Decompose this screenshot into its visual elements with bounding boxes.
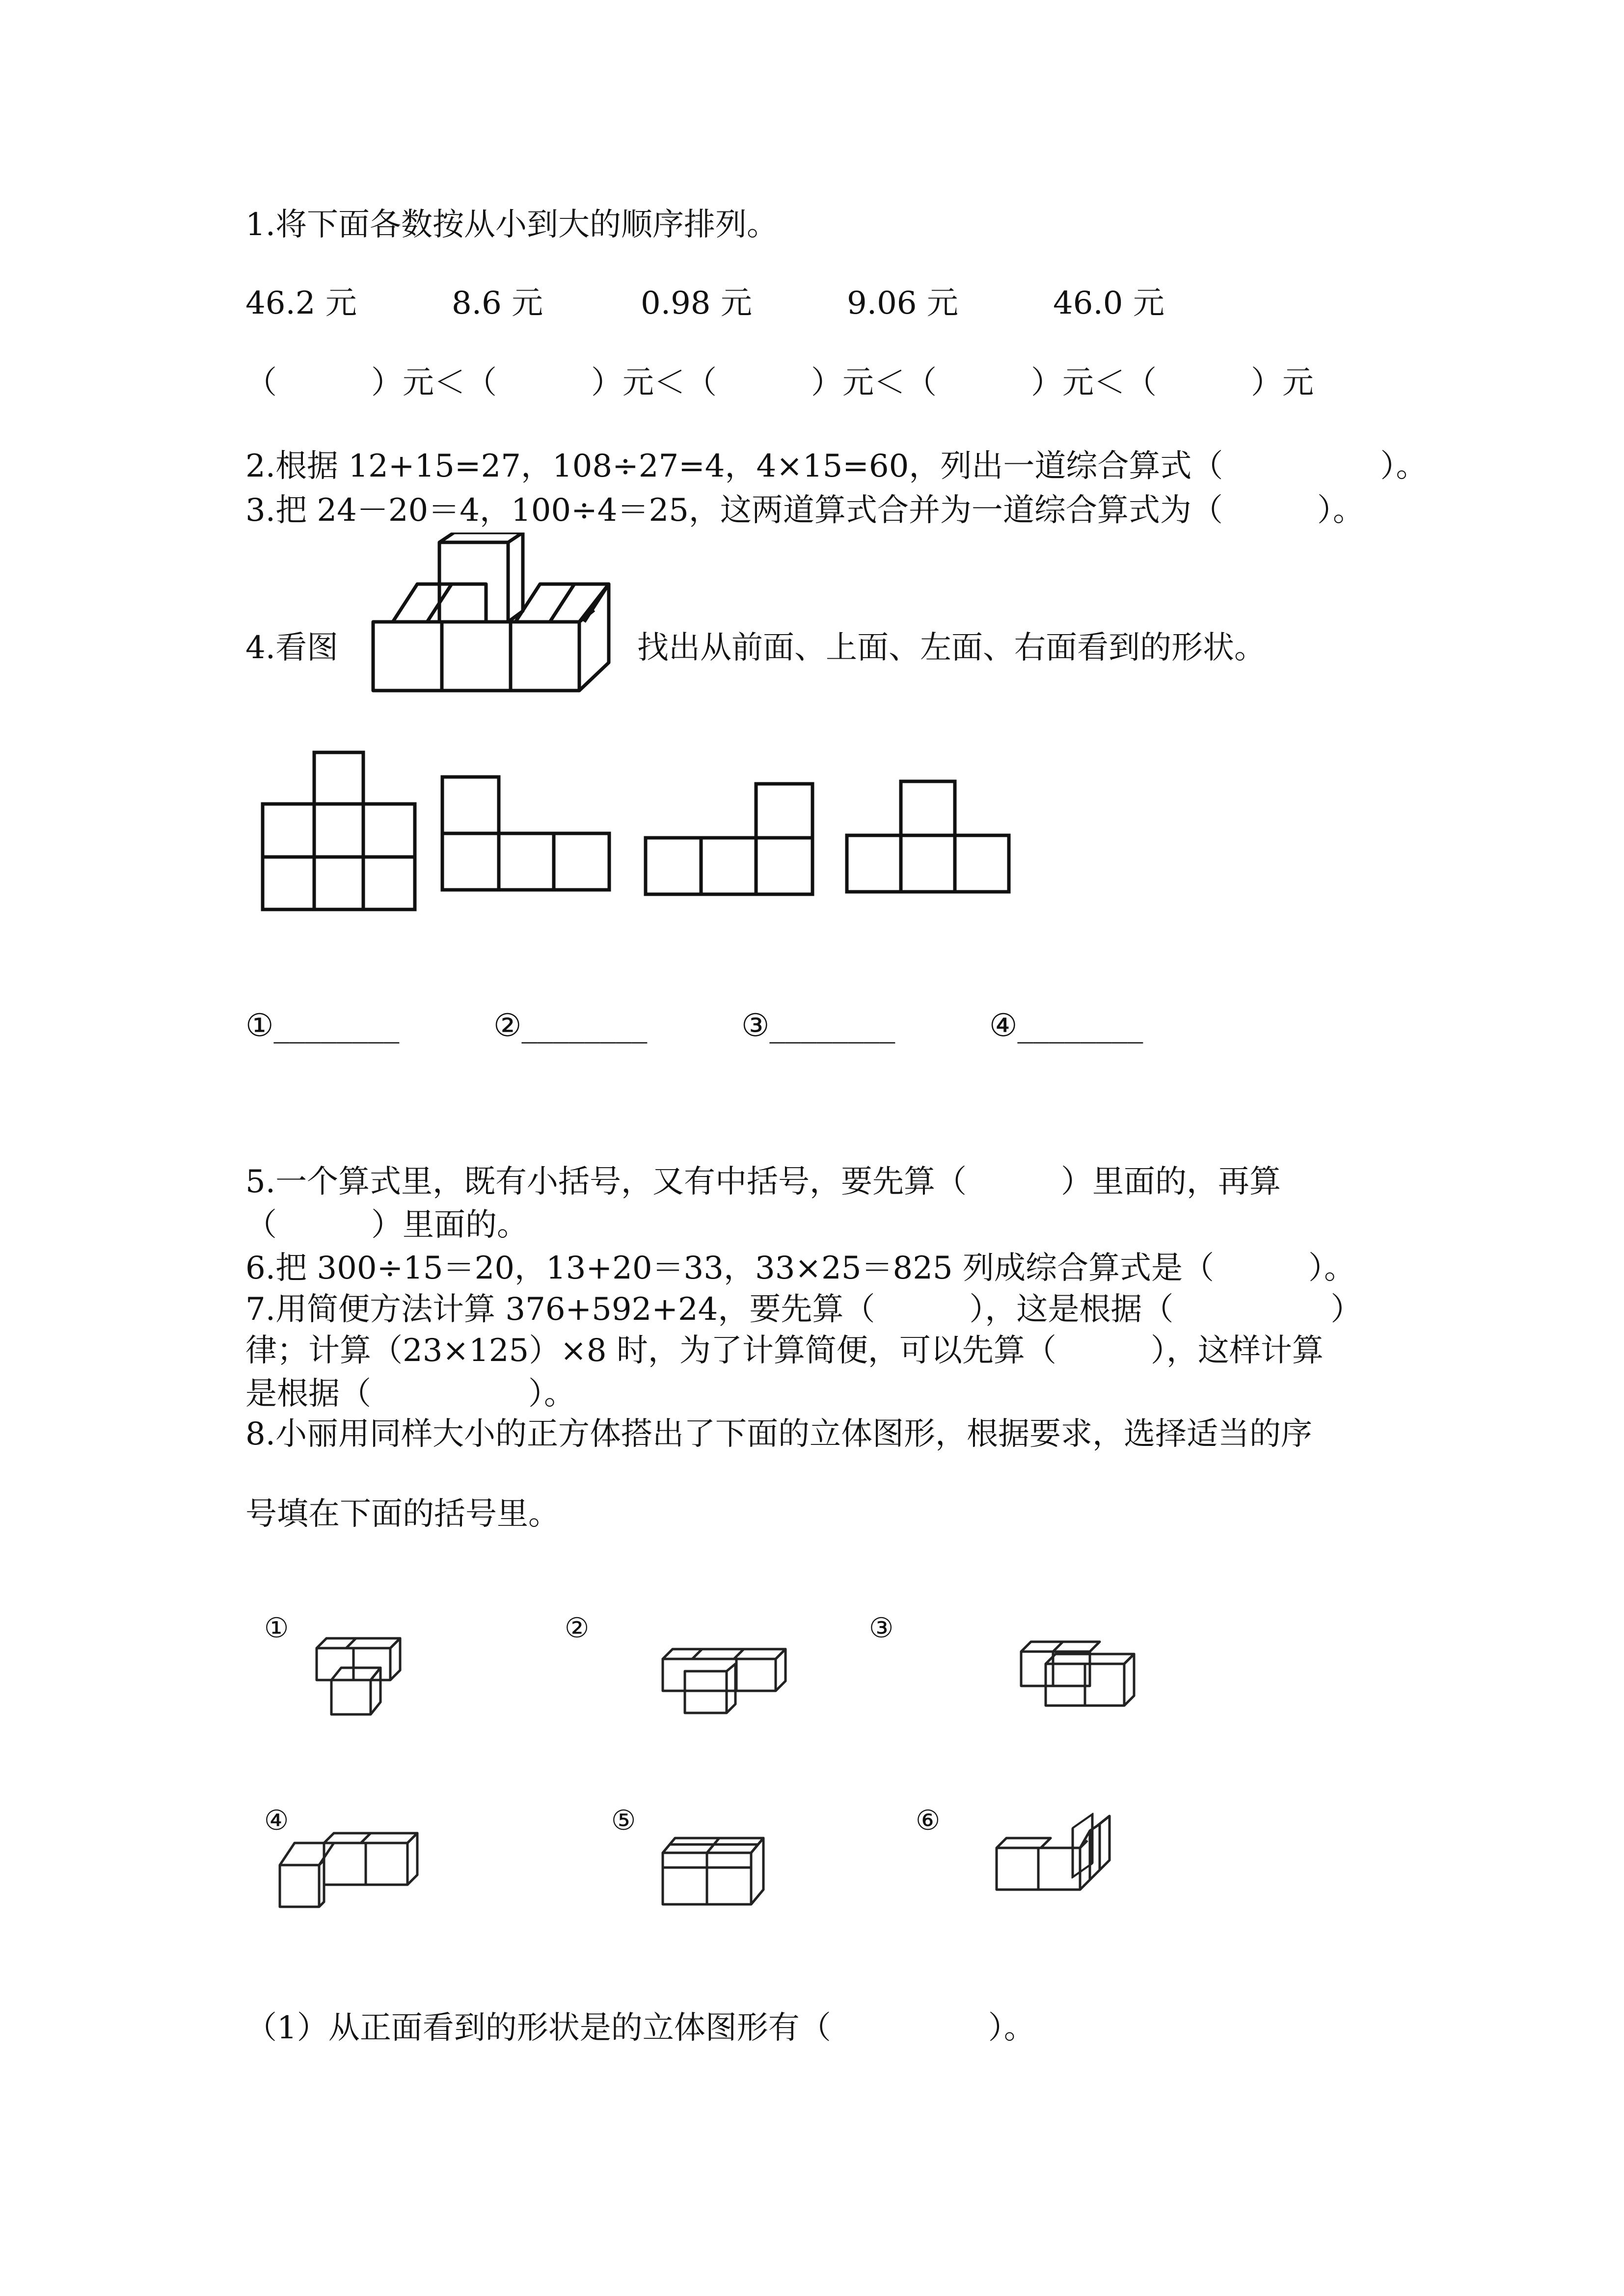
q8-sub-question-1: （1）从正面看到的形状是的立体图形有（ ）。 (245, 2010, 1035, 2046)
q4-prefix: 4.看图 (245, 630, 339, 666)
q8-figure-label-6: ⑥ (916, 1805, 941, 1837)
q1-value-3: 0.98 元 (641, 285, 752, 321)
q5-line-2: （ ）里面的。 (245, 1207, 528, 1243)
q4-main-cube-figure (363, 533, 638, 694)
q3-text: 3.把 24－20＝4，100÷4＝25，这两道算式合并为一道综合算式为（ ）。 (245, 492, 1364, 529)
q1-value-5: 46.0 元 (1053, 285, 1164, 321)
q8-figure-label-3: ③ (869, 1612, 894, 1644)
q8-figure-label-1: ① (264, 1612, 289, 1644)
q4-blank-3[interactable]: ③________ (741, 1008, 895, 1044)
q8-line-2: 号填在下面的括号里。 (245, 1496, 560, 1532)
q7-line-3: 是根据（ ）。 (245, 1376, 575, 1412)
q4-blank-4[interactable]: ④________ (989, 1008, 1143, 1044)
q7-line-1: 7.用简便方法计算 376+592+24，要先算（ ），这是根据（ ） (245, 1291, 1362, 1328)
q1-value-2: 8.6 元 (452, 285, 543, 321)
q4-blank-1[interactable]: ①________ (245, 1008, 400, 1044)
q8-line-1: 8.小丽用同样大小的正方体搭出了下面的立体图形，根据要求，选择适当的序 (245, 1416, 1313, 1452)
q8-figure-label-5: ⑤ (611, 1805, 636, 1837)
q8-cube-figure-4 (275, 1831, 422, 1912)
q4-view-shape-2 (440, 774, 612, 892)
q8-cube-figure-2 (658, 1644, 790, 1718)
q1-value-4: 9.06 元 (847, 285, 958, 321)
q6-text: 6.把 300÷15＝20，13+20＝33，33×25＝825 列成综合算式是（ ）。 (245, 1250, 1355, 1286)
q8-cube-figure-5 (660, 1831, 768, 1909)
q2-text: 2.根据 12+15=27，108÷27=4，4×15=60，列出一道综合算式（ ）。 (245, 448, 1428, 484)
q4-view-shape-4 (844, 779, 1011, 897)
q4-view-shape-3 (643, 781, 815, 899)
q8-cube-figure-1 (312, 1633, 410, 1717)
q8-figure-label-4: ④ (264, 1805, 289, 1837)
q8-figure-label-2: ② (565, 1612, 590, 1644)
q1-value-1: 46.2 元 (245, 285, 357, 321)
q5-line-1: 5.一个算式里，既有小括号，又有中括号，要先算（ ）里面的，再算 (245, 1164, 1281, 1200)
q1-order-line: （ ）元＜（ ）元＜（ ）元＜（ ）元＜（ ）元 (245, 365, 1314, 401)
q4-suffix: 找出从前面、上面、左面、右面看到的形状。 (637, 630, 1266, 666)
q7-line-2: 律；计算（23×125）×8 时，为了计算简便，可以先算（ ），这样计算 (245, 1333, 1324, 1369)
q4-view-shape-1 (260, 750, 417, 912)
q1-title: 1.将下面各数按从小到大的顺序排列。 (245, 207, 779, 243)
q4-blank-2[interactable]: ②________ (493, 1008, 648, 1044)
q8-cube-figure-6 (992, 1811, 1114, 1895)
q8-cube-figure-3 (1016, 1637, 1139, 1710)
